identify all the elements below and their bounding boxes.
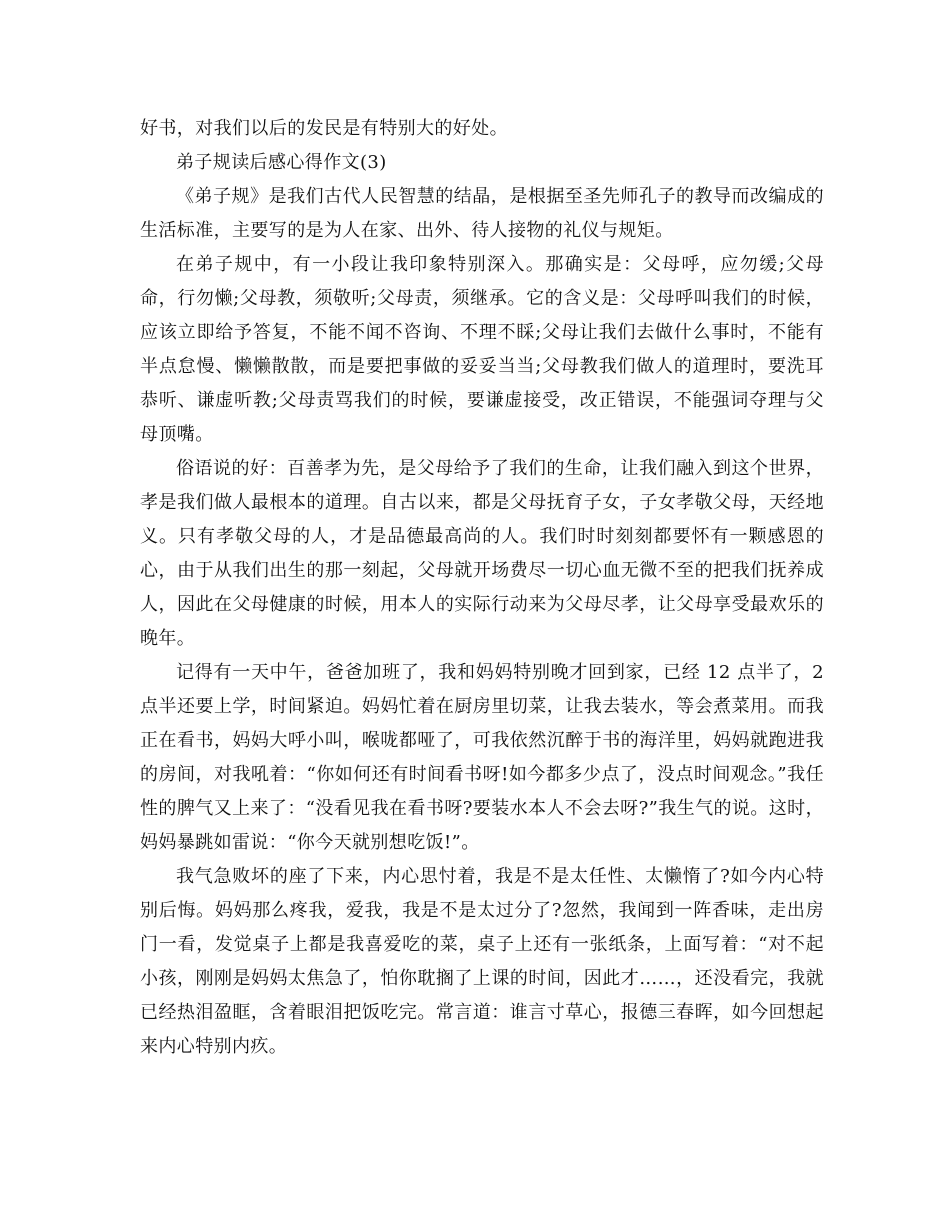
paragraph-filial-piety: 俗语说的好：百善孝为先，是父母给予了我们的生命，让我们融入到这个世界，孝是我们做人最根本的道理。自古以来，都是父母抚育子女，子女孝敬父母，天经地义。只有孝敬父母的人，才是品德最高尚的人。我们时时刻刻都要怀有一颗感恩的心，由于从我们出生的那一刻起，父母就开场费尽一切心血无微不至的把我们抚养成人，因此在父母健康的时候，用本人的实际行动来为父母尽孝，让父母享受最欢乐的晚年。 <box>140 458 824 649</box>
paragraph-intro: 《弟子规》是我们古代人民智慧的结晶，是根据至圣先师孔子的教导而改编成的生活标准，主要写的是为人在家、出外、待人接物的礼仪与规矩。 <box>140 186 824 241</box>
paragraph-continuation: 好书，对我们以后的发民是有特别大的好处。 <box>140 118 508 139</box>
section-heading: 弟子规读后感心得作文(3) <box>176 152 387 173</box>
paragraph-quote-meaning: 在弟子规中，有一小段让我印象特别深入。那确实是：父母呼，应勿缓;父母命，行勿懒;父母教，须敬听;父母责，须继承。它的含义是：父母呼叫我们的时候，应该立即给予答复，不能不闻不咨询、不理不睬;父母让我们去做什么事时，不能有半点怠慢、懒懒散散，而是要把事做的妥妥当当;父母教我们做人的道理时，要洗耳恭听、谦虚听教;父母责骂我们的时候，要谦虚接受，改正错误，不能强词夺理与父母顶嘴。 <box>140 254 824 445</box>
paragraph-reflection: 我气急败坏的座了下来，内心思忖着，我是不是太任性、太懒惰了?如今内心特别后悔。妈妈那么疼我，爱我，我是不是太过分了?忽然，我闻到一阵香味，走出房门一看，发觉桌子上都是我喜爱吃的菜，桌子上还有一张纸条，上面写着：“对不起小孩，刚刚是妈妈太焦急了，怕你耽搁了上课的时间，因此才……，还没看完，我就已经热泪盈眶，含着眼泪把饭吃完。常言道：谁言寸草心，报德三春晖，如今回想起来内心特别内疚。 <box>140 866 824 1057</box>
document-body <box>140 112 824 1064</box>
paragraph-story: 记得有一天中午，爸爸加班了，我和妈妈特别晚才回到家，已经 12 点半了，2 点半还要上学，时间紧迫。妈妈忙着在厨房里切菜，让我去装水，等会煮菜用。而我正在看书，妈妈大呼小叫，喉咙都哑了，可我依然沉醉于书的海洋里，妈妈就跑进我的房间，对我吼着：“你如何还有时间看书呀!如今都多少点了，没点时间观念。”我任性的脾气又上来了：“没看见我在看书呀?要装水本人不会去呀?”我生气的说。这时，妈妈暴跳如雷说：“你今天就别想吃饭!”。 <box>140 662 824 853</box>
